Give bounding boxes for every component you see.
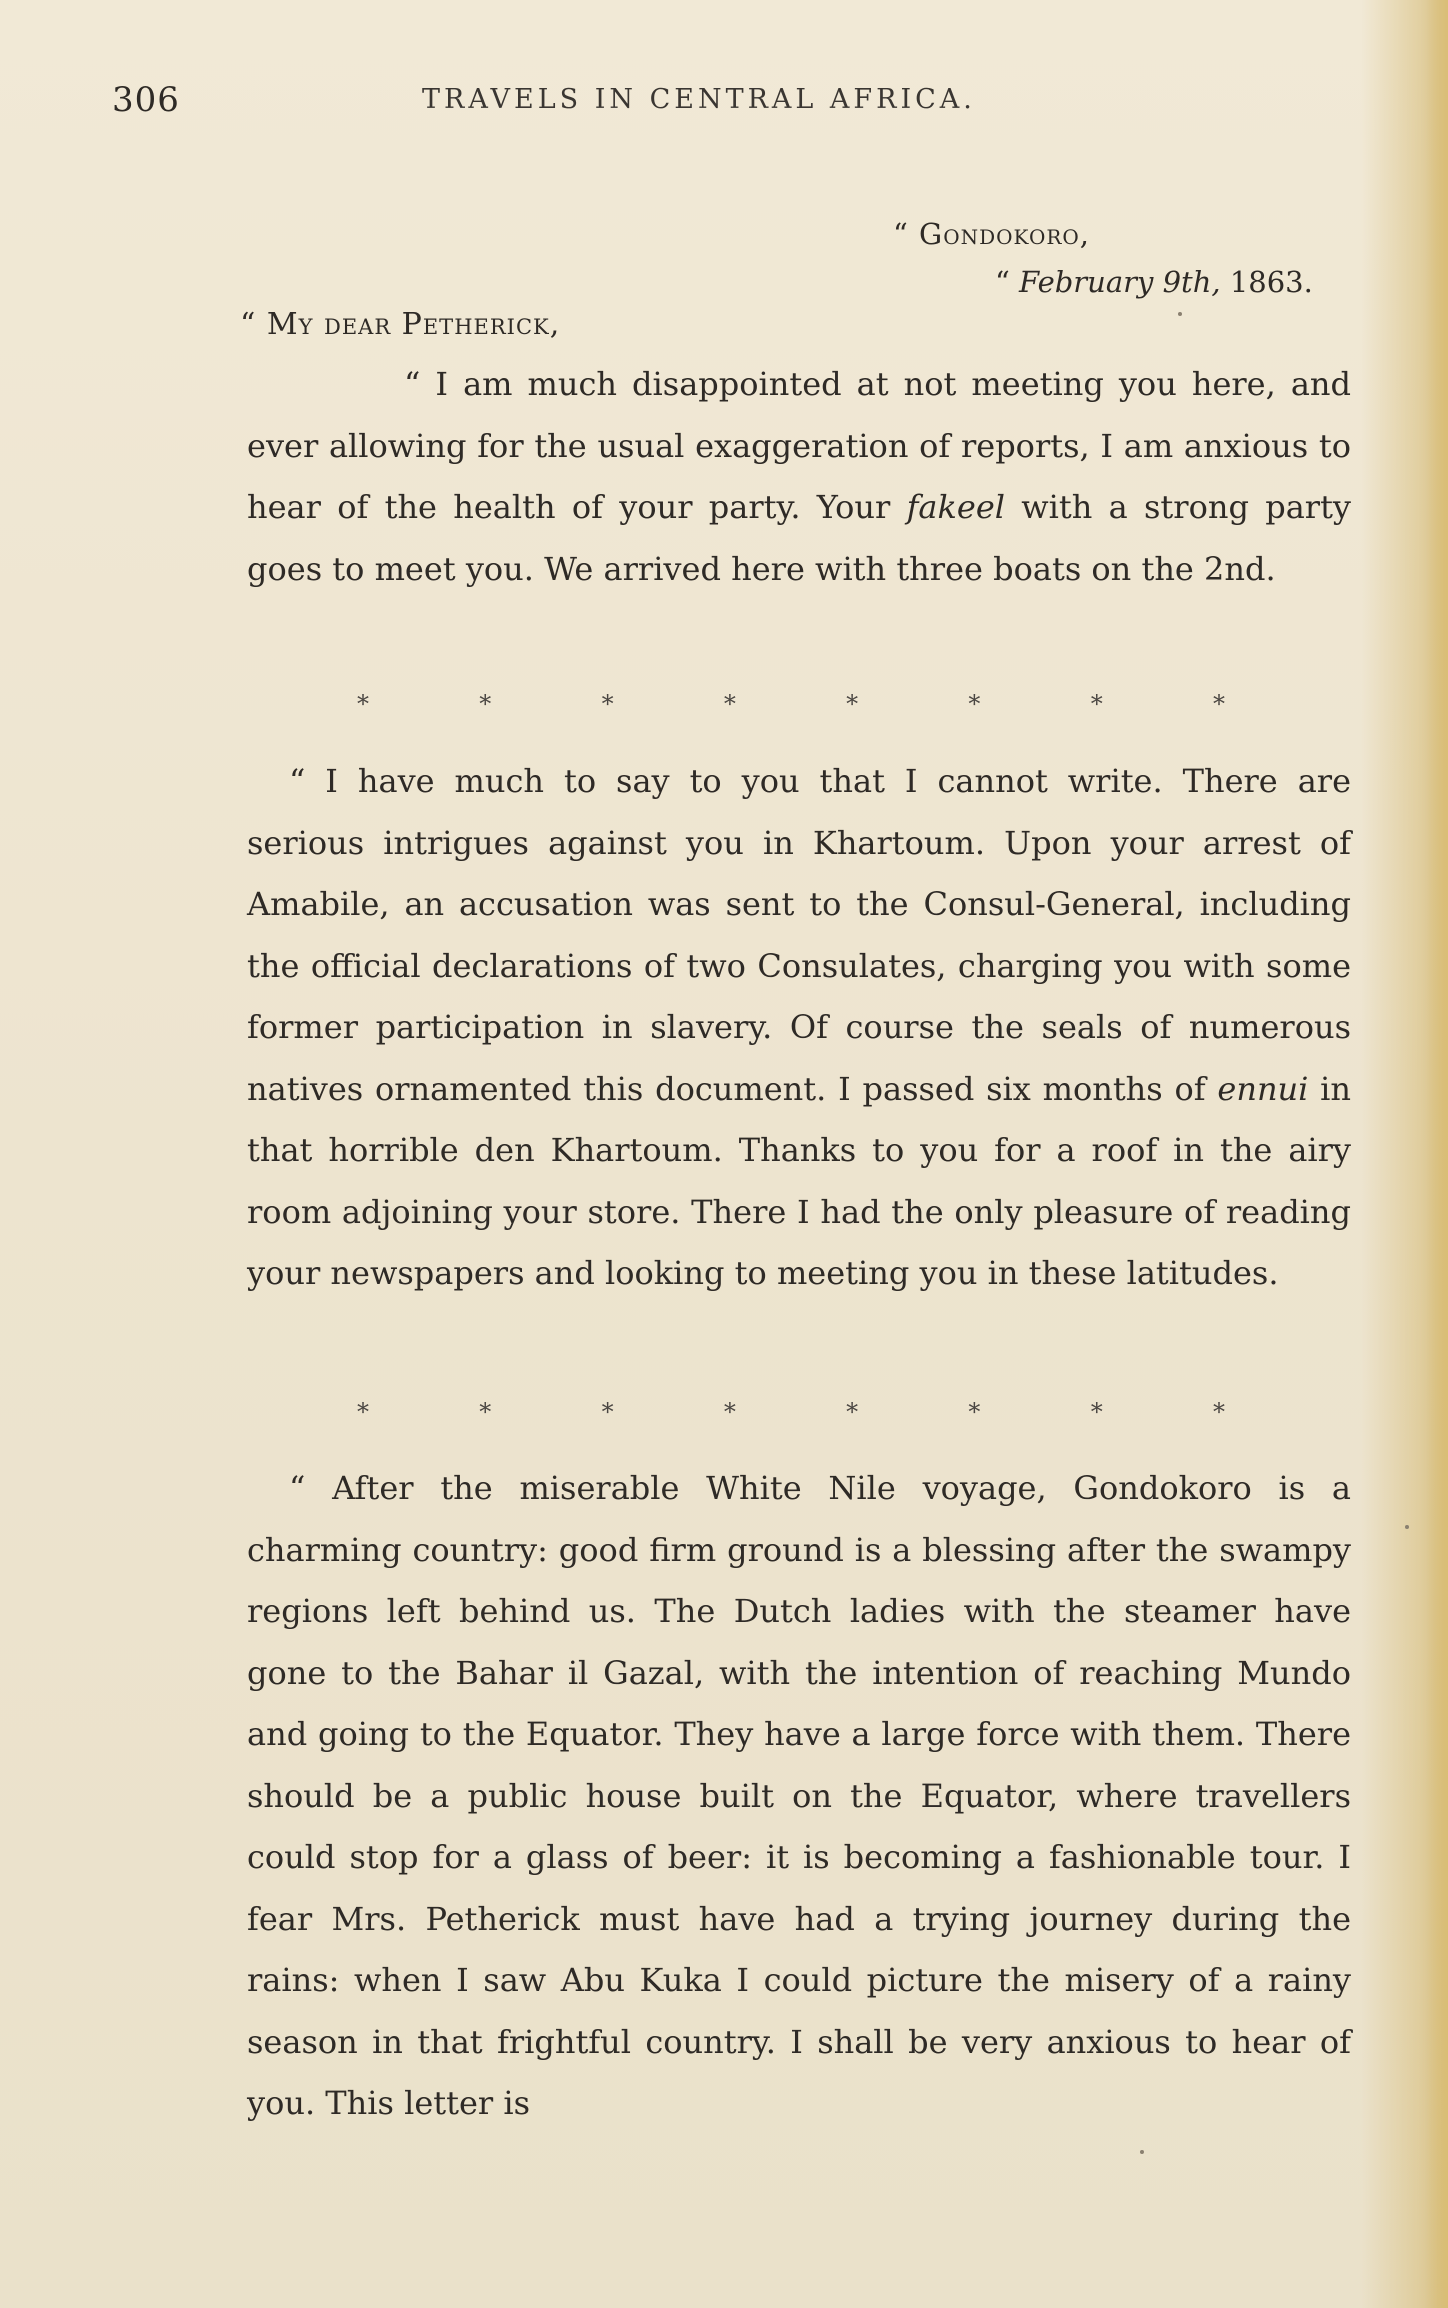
date-month-day: February 9th, — [1019, 265, 1221, 299]
star: * — [1212, 690, 1225, 718]
ink-speck — [1405, 1525, 1409, 1529]
star: * — [1090, 1398, 1103, 1426]
letter-place: “ Gondokoro, — [893, 217, 1091, 251]
star: * — [357, 1398, 369, 1426]
star: * — [1090, 690, 1103, 718]
star: * — [1212, 1398, 1225, 1426]
paragraph-1-text: “ I am much disappointed at not meeting you here, and ever allowing for the usual exaggeration of reports, I am anxious to hear of the health of your party. Your fakeel with a strong party goes to meet you. We arrived here with three boats on the 2nd. — [247, 365, 1352, 588]
paragraph-2 — [247, 751, 1351, 1305]
star: * — [968, 1398, 981, 1426]
letter-salutation: “ My dear Petherick, — [240, 307, 561, 342]
star: * — [846, 690, 859, 718]
star: * — [723, 690, 736, 718]
paragraph-3-text: “ After the miserable White Nile voyage, Gondokoro is a charming country: good firm ground is a blessing after the swampy regions left behind us. The Dutch ladies with the steamer have gone to the Bahar il Gazal, with the intention of reaching Mundo and going to the Equator. They have a large force with them. There should be a public house built on the Equator, where travellers could stop for a glass of beer: it is becoming a fashionable tour. I fear Mrs. Petherick must have had a trying journey during the rains: when I saw Abu Kuka I could picture the misery of a rainy season in that frightful country. I shall be very anxious to hear of you. This letter is — [247, 1469, 1351, 2122]
paragraph-3 — [247, 1458, 1351, 2135]
ink-speck — [1178, 312, 1182, 316]
date-prefix: “ — [995, 265, 1020, 299]
star: * — [723, 1398, 736, 1426]
asterism-separator-2 — [357, 1398, 1225, 1426]
star: * — [479, 1398, 492, 1426]
date-year: 1863. — [1220, 265, 1313, 299]
star: * — [601, 690, 614, 718]
letter-date — [995, 265, 1313, 299]
star: * — [479, 690, 492, 718]
page-edge-shadow — [1426, 0, 1448, 2308]
star: * — [846, 1398, 859, 1426]
paragraph-1 — [247, 354, 1351, 600]
star: * — [357, 690, 369, 718]
star: * — [968, 690, 981, 718]
page-number: 306 — [112, 80, 180, 120]
star: * — [601, 1398, 614, 1426]
asterism-separator-1 — [357, 690, 1225, 718]
ink-speck — [1140, 2150, 1144, 2154]
paragraph-2-text: “ I have much to say to you that I cannot write. There are serious intrigues against you in Khartoum. Upon your arrest of Amabile, an accusation was sent to the Consul-General, including the official declarations of two Consulates, charging you with some former participation in slavery. Of course the seals of numerous natives ornamented this document. I passed six months of ennui in that horrible den Khartoum. Thanks to you for a roof in the airy room adjoining your store. There I had the only pleasure of reading your newspapers and looking to meeting you in these latitudes. — [247, 762, 1352, 1292]
italic-word: fakeel — [906, 488, 1005, 526]
page-header — [112, 80, 1352, 120]
running-head: TRAVELS IN CENTRAL AFRICA. — [422, 84, 976, 115]
italic-word: ennui — [1217, 1069, 1309, 1108]
